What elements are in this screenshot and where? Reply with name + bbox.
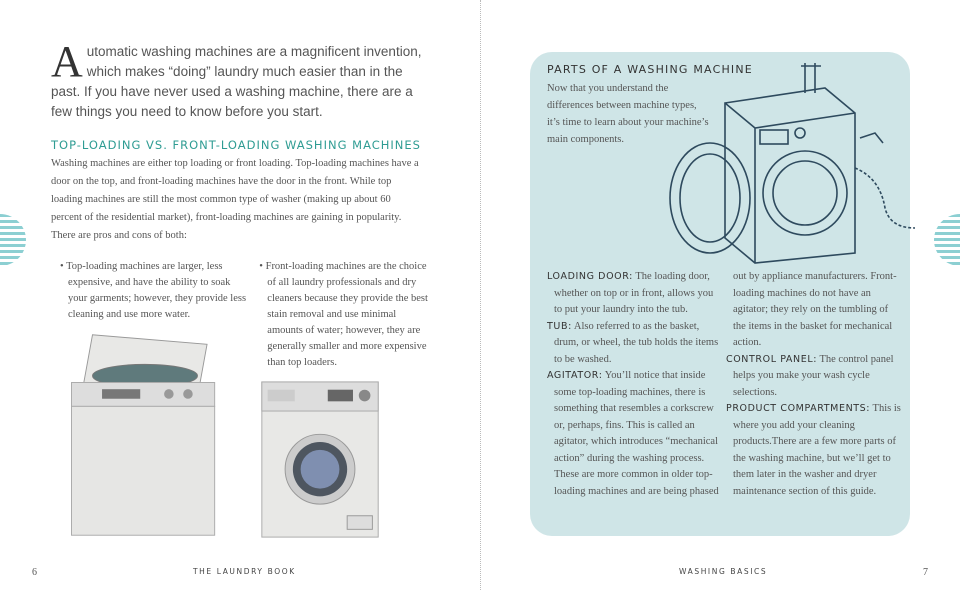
term: CONTROL PANEL: bbox=[726, 353, 818, 365]
left-page-text bbox=[51, 37, 431, 371]
part-tub bbox=[547, 319, 722, 369]
chapter-tab-left bbox=[0, 214, 26, 266]
intro-paragraph bbox=[51, 37, 431, 122]
panel-heading: PARTS OF A WASHING MACHINE bbox=[547, 63, 753, 76]
part-control-panel bbox=[726, 352, 901, 402]
body-paragraph: Washing machines are either top loading or front loading. Top-loading machines have a door on the top, and front-loading machines have the door in the front. While top loading machines are still the most common type of washer (making up about 60 percent of the residential market), front-loading machines are gaining in popularity. There are pros and cons of both: bbox=[51, 158, 419, 241]
part-product-compartments bbox=[726, 401, 901, 500]
intro-text: utomatic washing machines are a magnificent invention, which makes “doing” laundry much easier than in the past. If you have never used a washing machine, there are a few things you need to know before you start. bbox=[51, 44, 422, 119]
term: PRODUCT COMPARTMENTS: bbox=[726, 403, 871, 414]
term: LOADING DOOR: bbox=[547, 271, 633, 282]
front-loading-washer-illustration bbox=[258, 380, 383, 540]
definition: Also referred to as the basket, drum, or wheel, the tub holds the items to be washed. bbox=[554, 320, 719, 365]
definition: The control panel helps you make your wash cycle selections. bbox=[733, 353, 894, 398]
bullet-top-loading: • Top-loading machines are larger, less expensive, and have the ability to soak your garments; however, they provide less cleaning and use more water. bbox=[60, 261, 247, 320]
agitator-continued: out by appliance manufacturers. Front-loading machines do not have an agitator; they rely on the tumbling of the items in the basket for mechanical action. bbox=[733, 271, 897, 348]
bullet-list bbox=[56, 259, 431, 371]
running-title-right: WASHING BASICS bbox=[679, 567, 768, 576]
definition: You’ll notice that inside some top-loading machines, there is something that resembles a corkscrew or, perhaps, fins. This is called an agitator, which introduces “mechanical action” during the washing process. These are more common in older top-loading machines and are being phased bbox=[554, 370, 719, 497]
chapter-tab-right bbox=[934, 214, 960, 266]
term: TUB: bbox=[547, 320, 572, 332]
drop-cap: A bbox=[51, 37, 83, 86]
definition: The loading door, whether on top or in front, allows you to put your laundry into the tub. bbox=[554, 271, 714, 315]
term: AGITATOR: bbox=[547, 370, 603, 381]
page-gutter bbox=[480, 0, 481, 590]
running-title-left: THE LAUNDRY BOOK bbox=[193, 567, 296, 576]
panel-intro: Now that you understand the differences between machine types, it’s time to learn about your machine’s main components. bbox=[547, 83, 709, 145]
page-number-left: 6 bbox=[32, 567, 37, 578]
page-number-right: 7 bbox=[923, 567, 928, 578]
part-agitator bbox=[547, 368, 722, 500]
parts-column-right bbox=[726, 269, 901, 500]
definition: This is where you add your cleaning products.There are a few more parts of the washing machine, but we’ll get to them later in the washer and dryer maintenance section of this guide. bbox=[733, 403, 901, 497]
part-loading-door bbox=[547, 269, 722, 319]
section-heading: TOP-LOADING VS. FRONT-LOADING WASHING MACHINES bbox=[51, 138, 421, 152]
parts-column-left bbox=[547, 269, 722, 500]
bullet-front-loading: • Front-loading machines are the choice of all laundry professionals and dry cleaners because they provide the best stain removal and use minimal amounts of water; however, they are generally smaller and more expensive than top loaders. bbox=[259, 261, 428, 368]
